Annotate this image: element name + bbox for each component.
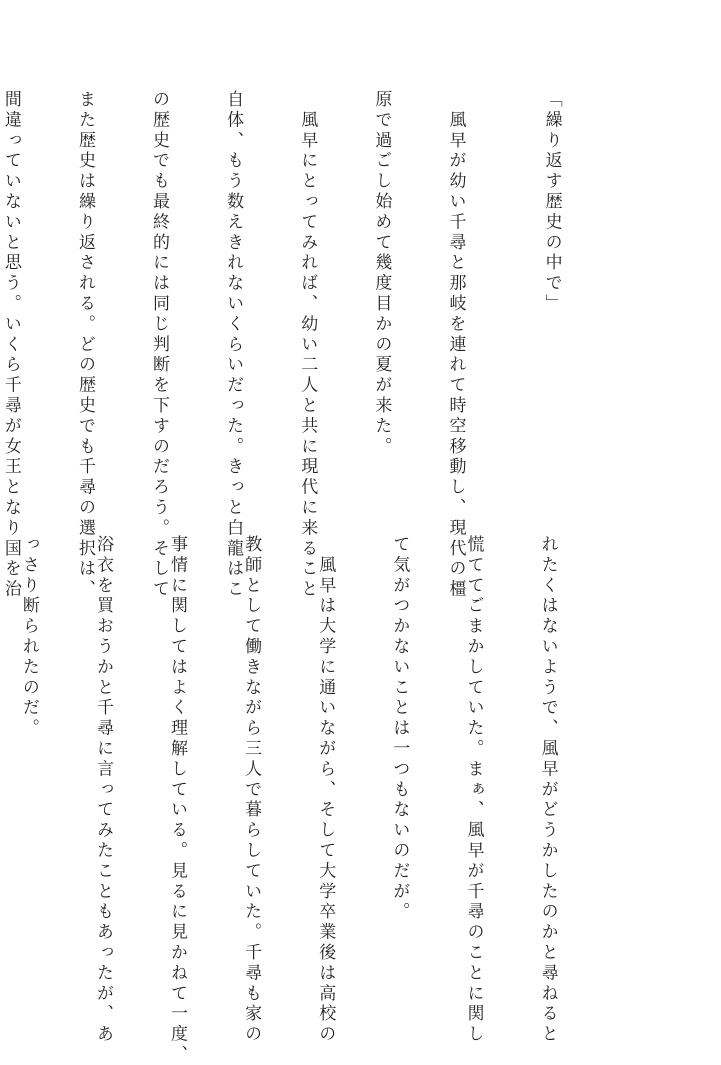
text-column: て気がつかないことは一つもないのだが。 — [389, 535, 410, 923]
lower-text-block — [0, 535, 609, 1065]
upper-text-block — [0, 90, 613, 600]
story-title: 「繰り返す歴史の中で」 — [541, 90, 562, 315]
text-column: 教師として働きながら三人で暮らしていた。千尋も家の — [241, 535, 262, 1045]
text-column: 原で過ごし始めて幾度目かの夏が来た。 — [371, 90, 392, 458]
text-column: の歴史でも最終的には同じ判断を下すのだろう。そして — [149, 90, 170, 600]
text-column: 事情に関してはよく理解している。見るに見かねて一度、 — [167, 535, 188, 1065]
text-column: また歴史は繰り返される。どの歴史でも千尋の選択は、 — [74, 90, 95, 600]
text-column: 風早にとってみれば、幼い二人と共に現代に来ること — [297, 90, 318, 600]
text-column: 間違っていないと思う。いくら千尋が女王となり国を治 — [0, 90, 21, 600]
text-column: 風早は大学に通いながら、そして大学卒業後は高校の — [315, 535, 336, 1045]
text-column: れたくはないようで、風早がどうかしたのかと尋ねると — [537, 535, 558, 1045]
text-column: 浴衣を買おうかと千尋に言ってみたこともあったが、あ — [92, 535, 113, 1045]
text-column: 風早が幼い千尋と那岐を連れて時空移動し、現代の橿 — [445, 90, 466, 600]
text-column: 慌ててごまかしていた。まぁ、風早が千尋のことに関し — [463, 535, 484, 1045]
text-column: っさり断られたのだ。 — [18, 535, 39, 739]
text-column: 自体、もう数えきれないくらいだった。きっと白龍はこ — [223, 90, 244, 600]
